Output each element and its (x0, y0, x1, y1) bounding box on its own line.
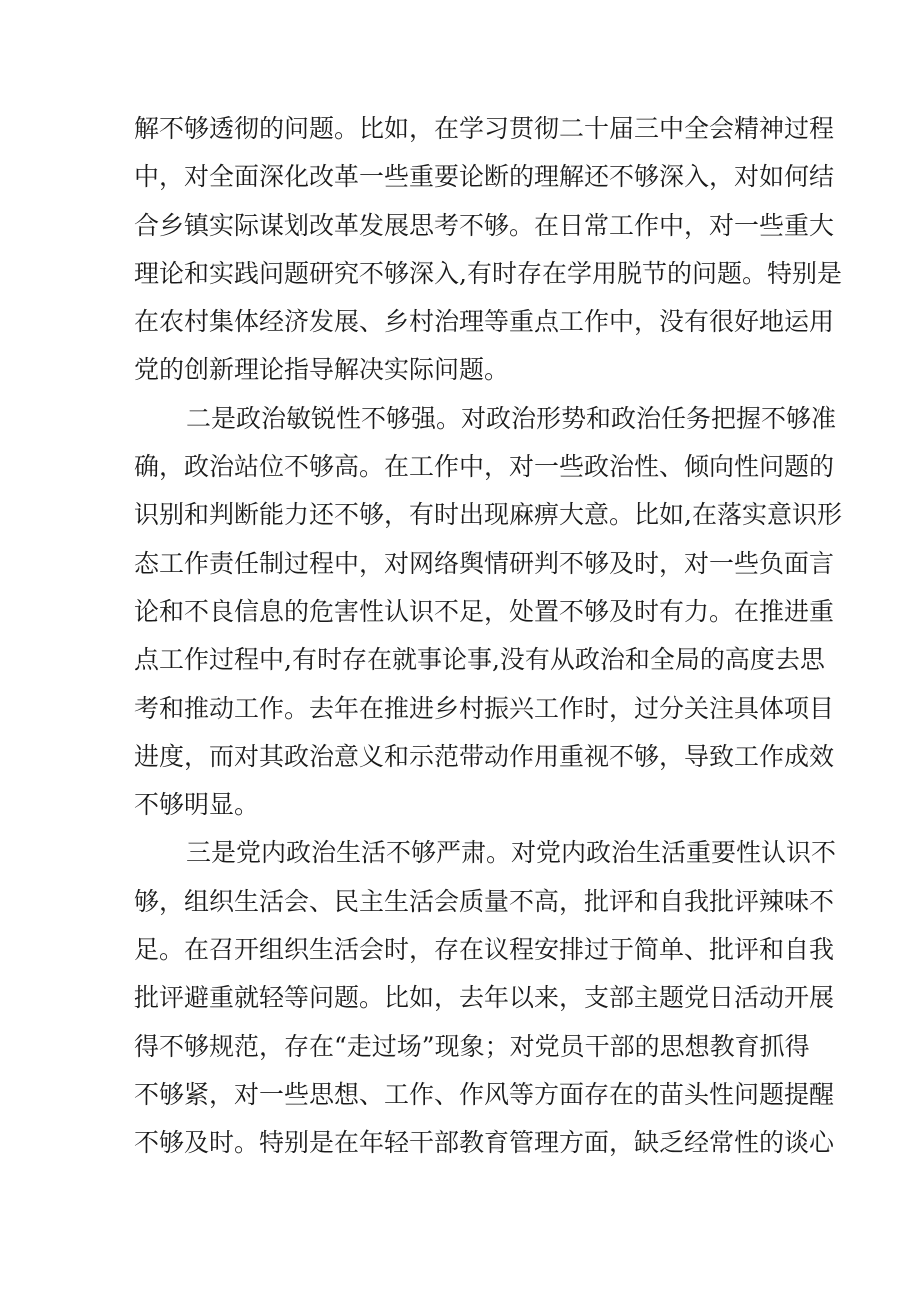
paragraph-2-line-2: 确，政治站位不够高。在工作中，对一些政治性、倾向性问题的 (134, 452, 835, 482)
paragraph-1-line-1: 解不够透彻的问题。比如，在学习贯彻二十届三中全会精神过程 (134, 114, 835, 143)
paragraph-3-line-1: 三是党内政治生活不够严肃。对党内政治生活重要性认识不 (186, 838, 837, 868)
paragraph-2-line-8: 进度，而对其政治意义和示范带动作用重视不够，导致工作成效 (134, 741, 835, 771)
paragraph-3-line-3: 足。在召开组织生活会时，存在议程安排过于简单、批评和自我 (134, 935, 835, 965)
paragraph-1-line-3: 合乡镇实际谋划改革发展思考不够。在日常工作中，对一些重大 (134, 210, 835, 240)
paragraph-3-line-5: 得不够规范，存在“走过场”现象；对党员干部的思想教育抓得 (134, 1031, 810, 1061)
paragraph-2-line-5: 论和不良信息的危害性认识不足，处置不够及时有力。在推进重 (134, 596, 835, 626)
paragraph-2-line-6: 点工作过程中,有时存在就事论事,没有从政治和全局的高度去思 (134, 645, 825, 675)
paragraph-1-line-4: 理论和实践问题研究不够深入,有时存在学用脱节的问题。特别是 (134, 258, 842, 288)
paragraph-2-line-1: 二是政治敏锐性不够强。对政治形势和政治任务把握不够准 (186, 403, 837, 433)
paragraph-2-line-3: 识别和判断能力还不够，有时出现麻痹大意。比如,在落实意识形 (134, 500, 842, 530)
paragraph-3-line-4: 批评避重就轻等问题。比如，去年以来，支部主题党日活动开展 (134, 983, 835, 1013)
paragraph-1-line-2: 中，对全面深化改革一些重要论断的理解还不够深入，对如何结 (134, 162, 835, 192)
paragraph-3-line-2: 够，组织生活会、民主生活会质量不高，批评和自我批评辣味不 (134, 886, 835, 916)
paragraph-2-line-4: 态工作责任制过程中，对网络舆情研判不够及时，对一些负面言 (134, 548, 835, 578)
paragraph-2-line-9: 不够明显。 (134, 790, 260, 820)
paragraph-1-line-6: 党的创新理论指导解决实际问题。 (134, 355, 510, 385)
paragraph-3-line-6: 不够紧，对一些思想、工作、作风等方面存在的苗头性问题提醒 (134, 1079, 835, 1109)
document-body (134, 105, 842, 1168)
paragraph-2-line-7: 考和推动工作。去年在推进乡村振兴工作时，过分关注具体项目 (134, 693, 835, 723)
paragraph-1-line-5: 在农村集体经济发展、乡村治理等重点工作中，没有很好地运用 (134, 307, 835, 337)
paragraph-3-line-7: 不够及时。特别是在年轻干部教育管理方面，缺乏经常性的谈心 (134, 1128, 835, 1158)
